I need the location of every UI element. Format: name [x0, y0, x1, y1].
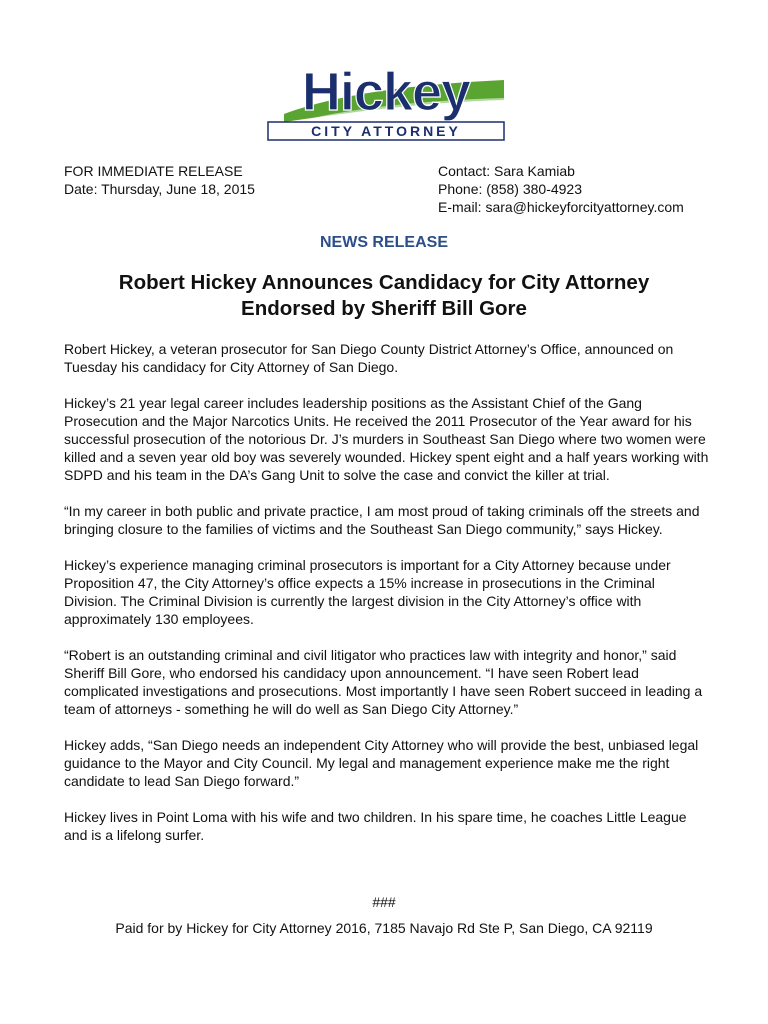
hickey-logo-graphic [264, 62, 508, 142]
contact-email[interactable]: E-mail: sara@hickeyforcityattorney.com [438, 199, 684, 215]
logo-wordmark: Hickey [301, 62, 471, 122]
contact-phone: Phone: (858) 380-4923 [438, 181, 582, 197]
article-body [64, 340, 710, 862]
release-date: Date: Thursday, June 18, 2015 [64, 181, 255, 197]
headline-line-1: Robert Hickey Announces Candidacy for City Attorney [118, 271, 650, 294]
paragraph: Hickey adds, “San Diego needs an independent City Attorney who will provide the best, unbiased legal guidance to the Mayor and City Council. My legal and management experience make me the right candidate to lead San Diego forward.” [64, 737, 699, 789]
hickey-logo [264, 62, 508, 142]
paragraph: Robert Hickey, a veteran prosecutor for San Diego County District Attorney’s Office, announced on Tuesday his candidacy for City Attorney of San Diego. [64, 341, 674, 375]
headline [0, 270, 768, 322]
paragraph: Hickey’s experience managing criminal prosecutors is important for a City Attorney because under Proposition 47, the City Attorney’s office expects a 15% increase in prosecutions in the Criminal Division. The Criminal Division is currently the largest division in the City Attorney’s office with approximately 130 employees. [64, 557, 671, 627]
news-release-label: NEWS RELEASE [319, 234, 448, 251]
end-mark: ### [372, 894, 396, 910]
headline-line-2: Endorsed by Sheriff Bill Gore [241, 297, 527, 320]
paid-for-footer: Paid for by Hickey for City Attorney 2016, 7185 Navajo Rd Ste P, San Diego, CA 92119 [115, 920, 653, 936]
release-info [64, 162, 255, 198]
paragraph: Hickey’s 21 year legal career includes leadership positions as the Assistant Chief of the Gang Prosecution and the Major Narcotics Units. He received the 2011 Prosecutor of the Year award for his successful prosecution of the notorious Dr. J’s murders in Southeast San Diego where two women were killed and a seven year old boy was severely wounded. Hickey spent eight and a half years working with SDPD and his team in the DA’s Gang Unit to solve the case and convict the killer at trial. [64, 395, 709, 483]
contact-info [438, 162, 684, 216]
logo-subtitle: CITY ATTORNEY [311, 123, 461, 139]
paragraph: “In my career in both public and private practice, I am most proud of taking criminals off the streets and bringing closure to the families of victims and the Southeast San Diego community,” says Hickey. [64, 503, 700, 537]
release-type: FOR IMMEDIATE RELEASE [64, 163, 243, 179]
contact-name: Contact: Sara Kamiab [438, 163, 575, 179]
paragraph: Hickey lives in Point Loma with his wife and two children. In his spare time, he coaches Little League and is a lifelong surfer. [64, 809, 687, 843]
paragraph: “Robert is an outstanding criminal and civil litigator who practices law with integrity and honor,” said Sheriff Bill Gore, who endorsed his candidacy upon announcement. “I have seen Robert lead complicated investigations and prosecutions. Most importantly I have seen Robert succeed in leading a team of attorneys - something he will do well as San Diego City Attorney.” [64, 647, 703, 717]
